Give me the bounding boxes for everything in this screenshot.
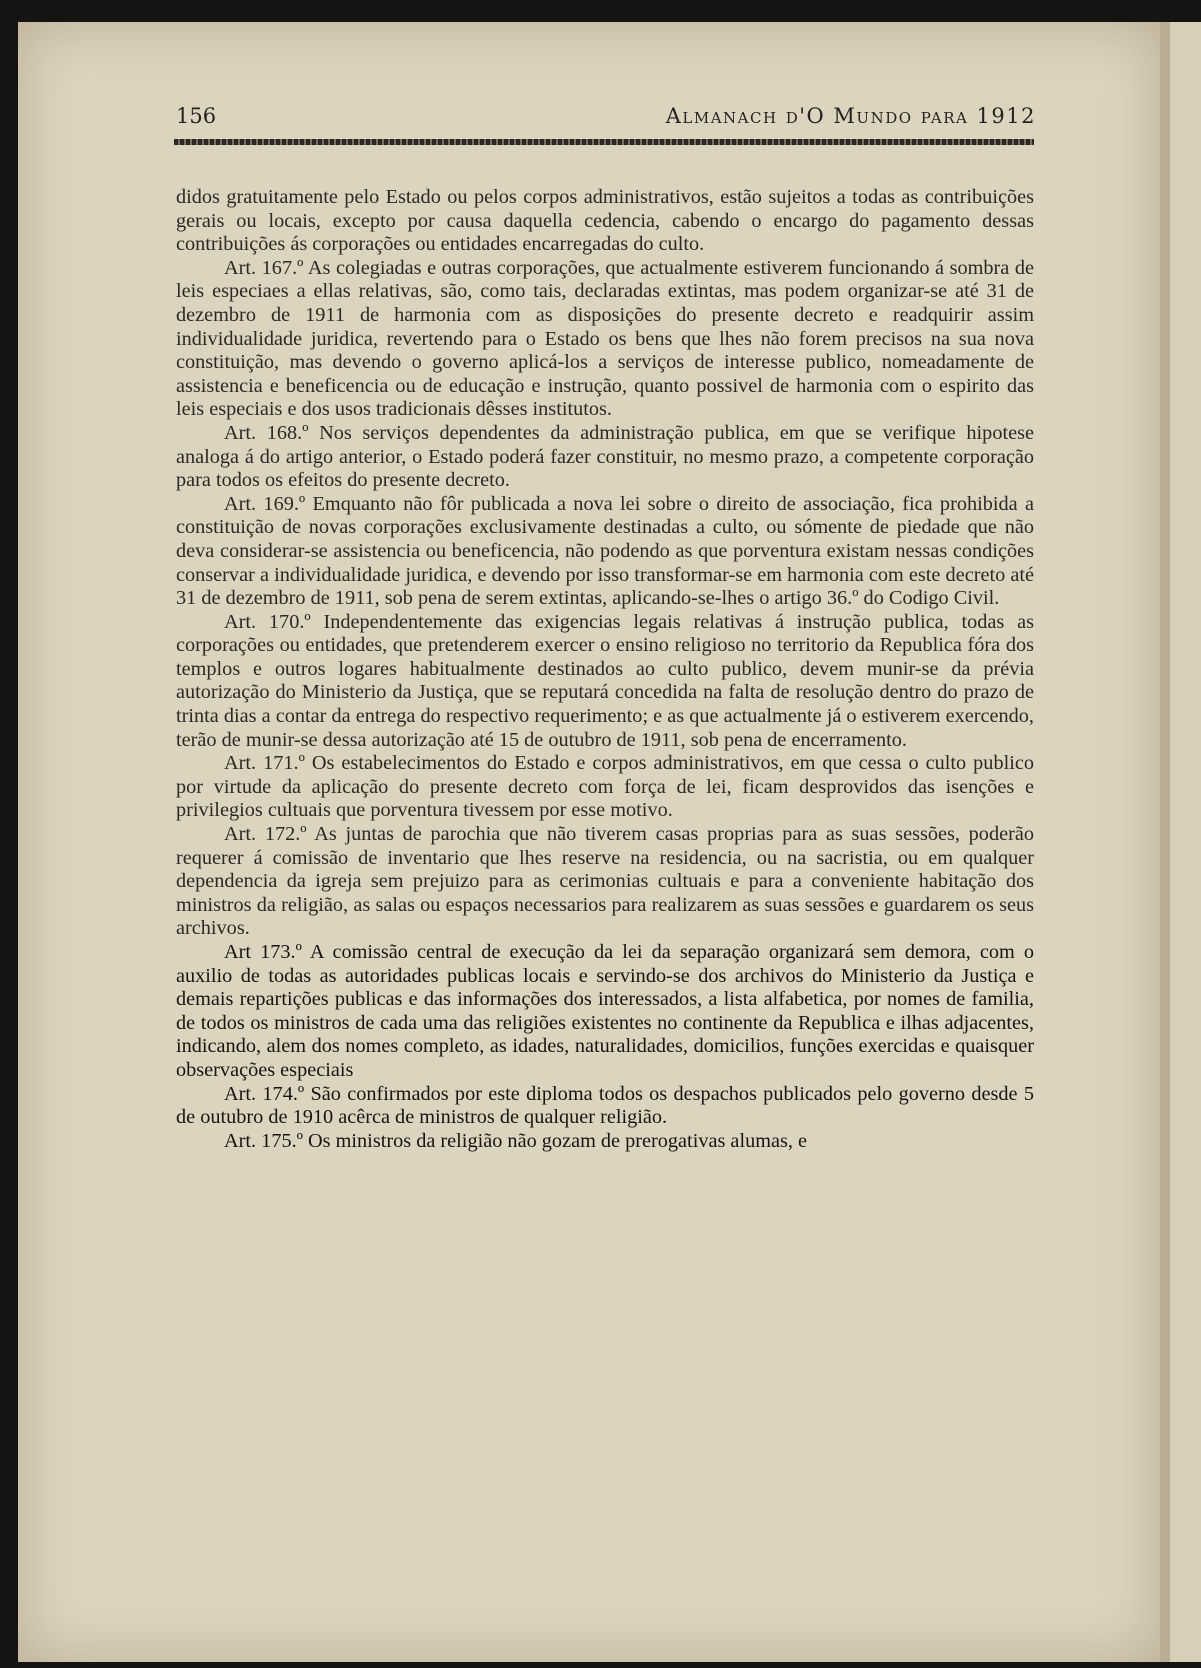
- paragraph-art-172: Art. 172.º As juntas de parochia que não tiverem casas proprias para as suas sessões, poderão requerer á comissão de inventario que lhes reserve na residencia, ou na sacristia, ou em qualquer dependencia da igreja sem prejuizo para as cerimonias cultuais e para a conveniente habitação dos ministros da religião, as salas ou espaços necessarios para realizarem as suas sessões e guardarem os seus archivos.: [176, 823, 1034, 940]
- paragraph-art-171: Art. 171.º Os estabelecimentos do Estado e corpos administrativos, em que cessa o culto publico por virtude da aplicação do presente decreto com força de lei, ficam desprovidos das isenções e privilegios cultuais que porventura tivessem por esse motivo.: [176, 752, 1034, 822]
- running-title: Almanach d'O Mundo para 1912: [665, 104, 1036, 128]
- page-edge: [1160, 22, 1170, 1662]
- adjacent-page-strip: [1170, 22, 1201, 1662]
- paragraph-art-169: Art. 169.º Emquanto não fôr publicada a nova lei sobre o direito de associação, fica prohibida a constituição de novas corporações exclusivamente destinadas a culto, ou sómente de piedade que não deva considerar-se assistencia ou beneficencia, não podendo as que porventura existam nessas condições conservar a individualidade juridica, e devendo por isso transformar-se em harmonia com este decreto até 31 de dezembro de 1911, sob pena de serem extintas, aplicando-se-lhes o artigo 36.º do Codigo Civil.: [176, 492, 1034, 610]
- paragraph-art-168: Art. 168.º Nos serviços dependentes da administração publica, em que se verifique hipotese analoga á do artigo anterior, o Estado poderá fazer constituir, no mesmo prazo, a competente corporação para todos os efeitos do presente decreto.: [176, 421, 1034, 492]
- header-rule: [174, 139, 1034, 145]
- paragraph-art-167: Art. 167.º As colegiadas e outras corporações, que actualmente estiverem funcionando á sombra de leis especiaes a ellas relativas, são, como tais, declaradas extintas, mas podem organizar-se até 31 de dezembro de 1911 de harmonia com as disposições do presente decreto e readquirir assim individualidade juridica, revertendo para o Estado os bens que lhes não forem precisos na sua nova constituição, mas devendo o governo aplicá-los a serviços de interesse publico, nomeadamente de assistencia e beneficencia ou de educação e instrução, quanto possivel de harmonia com o espirito das leis especiais e dos usos tradicionais dêsses institutos.: [176, 256, 1034, 421]
- paragraph-art-175: Art. 175.º Os ministros da religião não gozam de prerogativas alumas, e: [224, 1129, 808, 1152]
- paragraph-art-174: Art. 174.º São confirmados por este diploma todos os despachos publicados pelo governo desde 5 de outubro de 1910 acêrca de ministros de qualquer religião.: [176, 1082, 1034, 1129]
- paragraph-art-173: Art 173.º A comissão central de execução da lei da separação organizará sem demora, com o auxilio de todas as autoridades publicas locais e servindo-se dos archivos do Ministerio da Justiça e demais repartições publicas e das informações dos interessados, a lista alfabetica, por nomes de familia, de todos os ministros de cada uma das religiões existentes no continente da Republica e ilhas adjacentes, indicando, alem dos nomes completo, as idades, naturalidades, domicilios, funções exercidas e quaisquer observações especiais: [176, 941, 1034, 1081]
- running-head: [176, 104, 1036, 144]
- article-body: [176, 186, 1034, 1153]
- page-number: 156: [176, 104, 217, 128]
- paragraph-continuation: didos gratuitamente pelo Estado ou pelos corpos administrativos, estão sujeitos a todas as contribuições gerais ou locais, excepto por causa daquella cedencia, cabendo o encargo do pagamento dessas contribuições ás corporações ou entidades encarregadas do culto.: [176, 186, 1034, 256]
- paragraph-art-170: Art. 170.º Independentemente das exigencias legais relativas á instrução publica, todas as corporações ou entidades, que pretenderem exercer o ensino religioso no territorio da Republica fóra dos templos e outros logares habitualmente destinados ao culto publico, devem munir-se da prévia autorização do Ministerio da Justiça, que se reputará concedida na falta de resolução dentro do prazo de trinta dias a contar da entrega do respectivo requerimento; e as que actualmente já o estiverem exercendo, terão de munir-se dessa autorização até 15 de outubro de 1911, sob pena de encerramento.: [176, 610, 1034, 751]
